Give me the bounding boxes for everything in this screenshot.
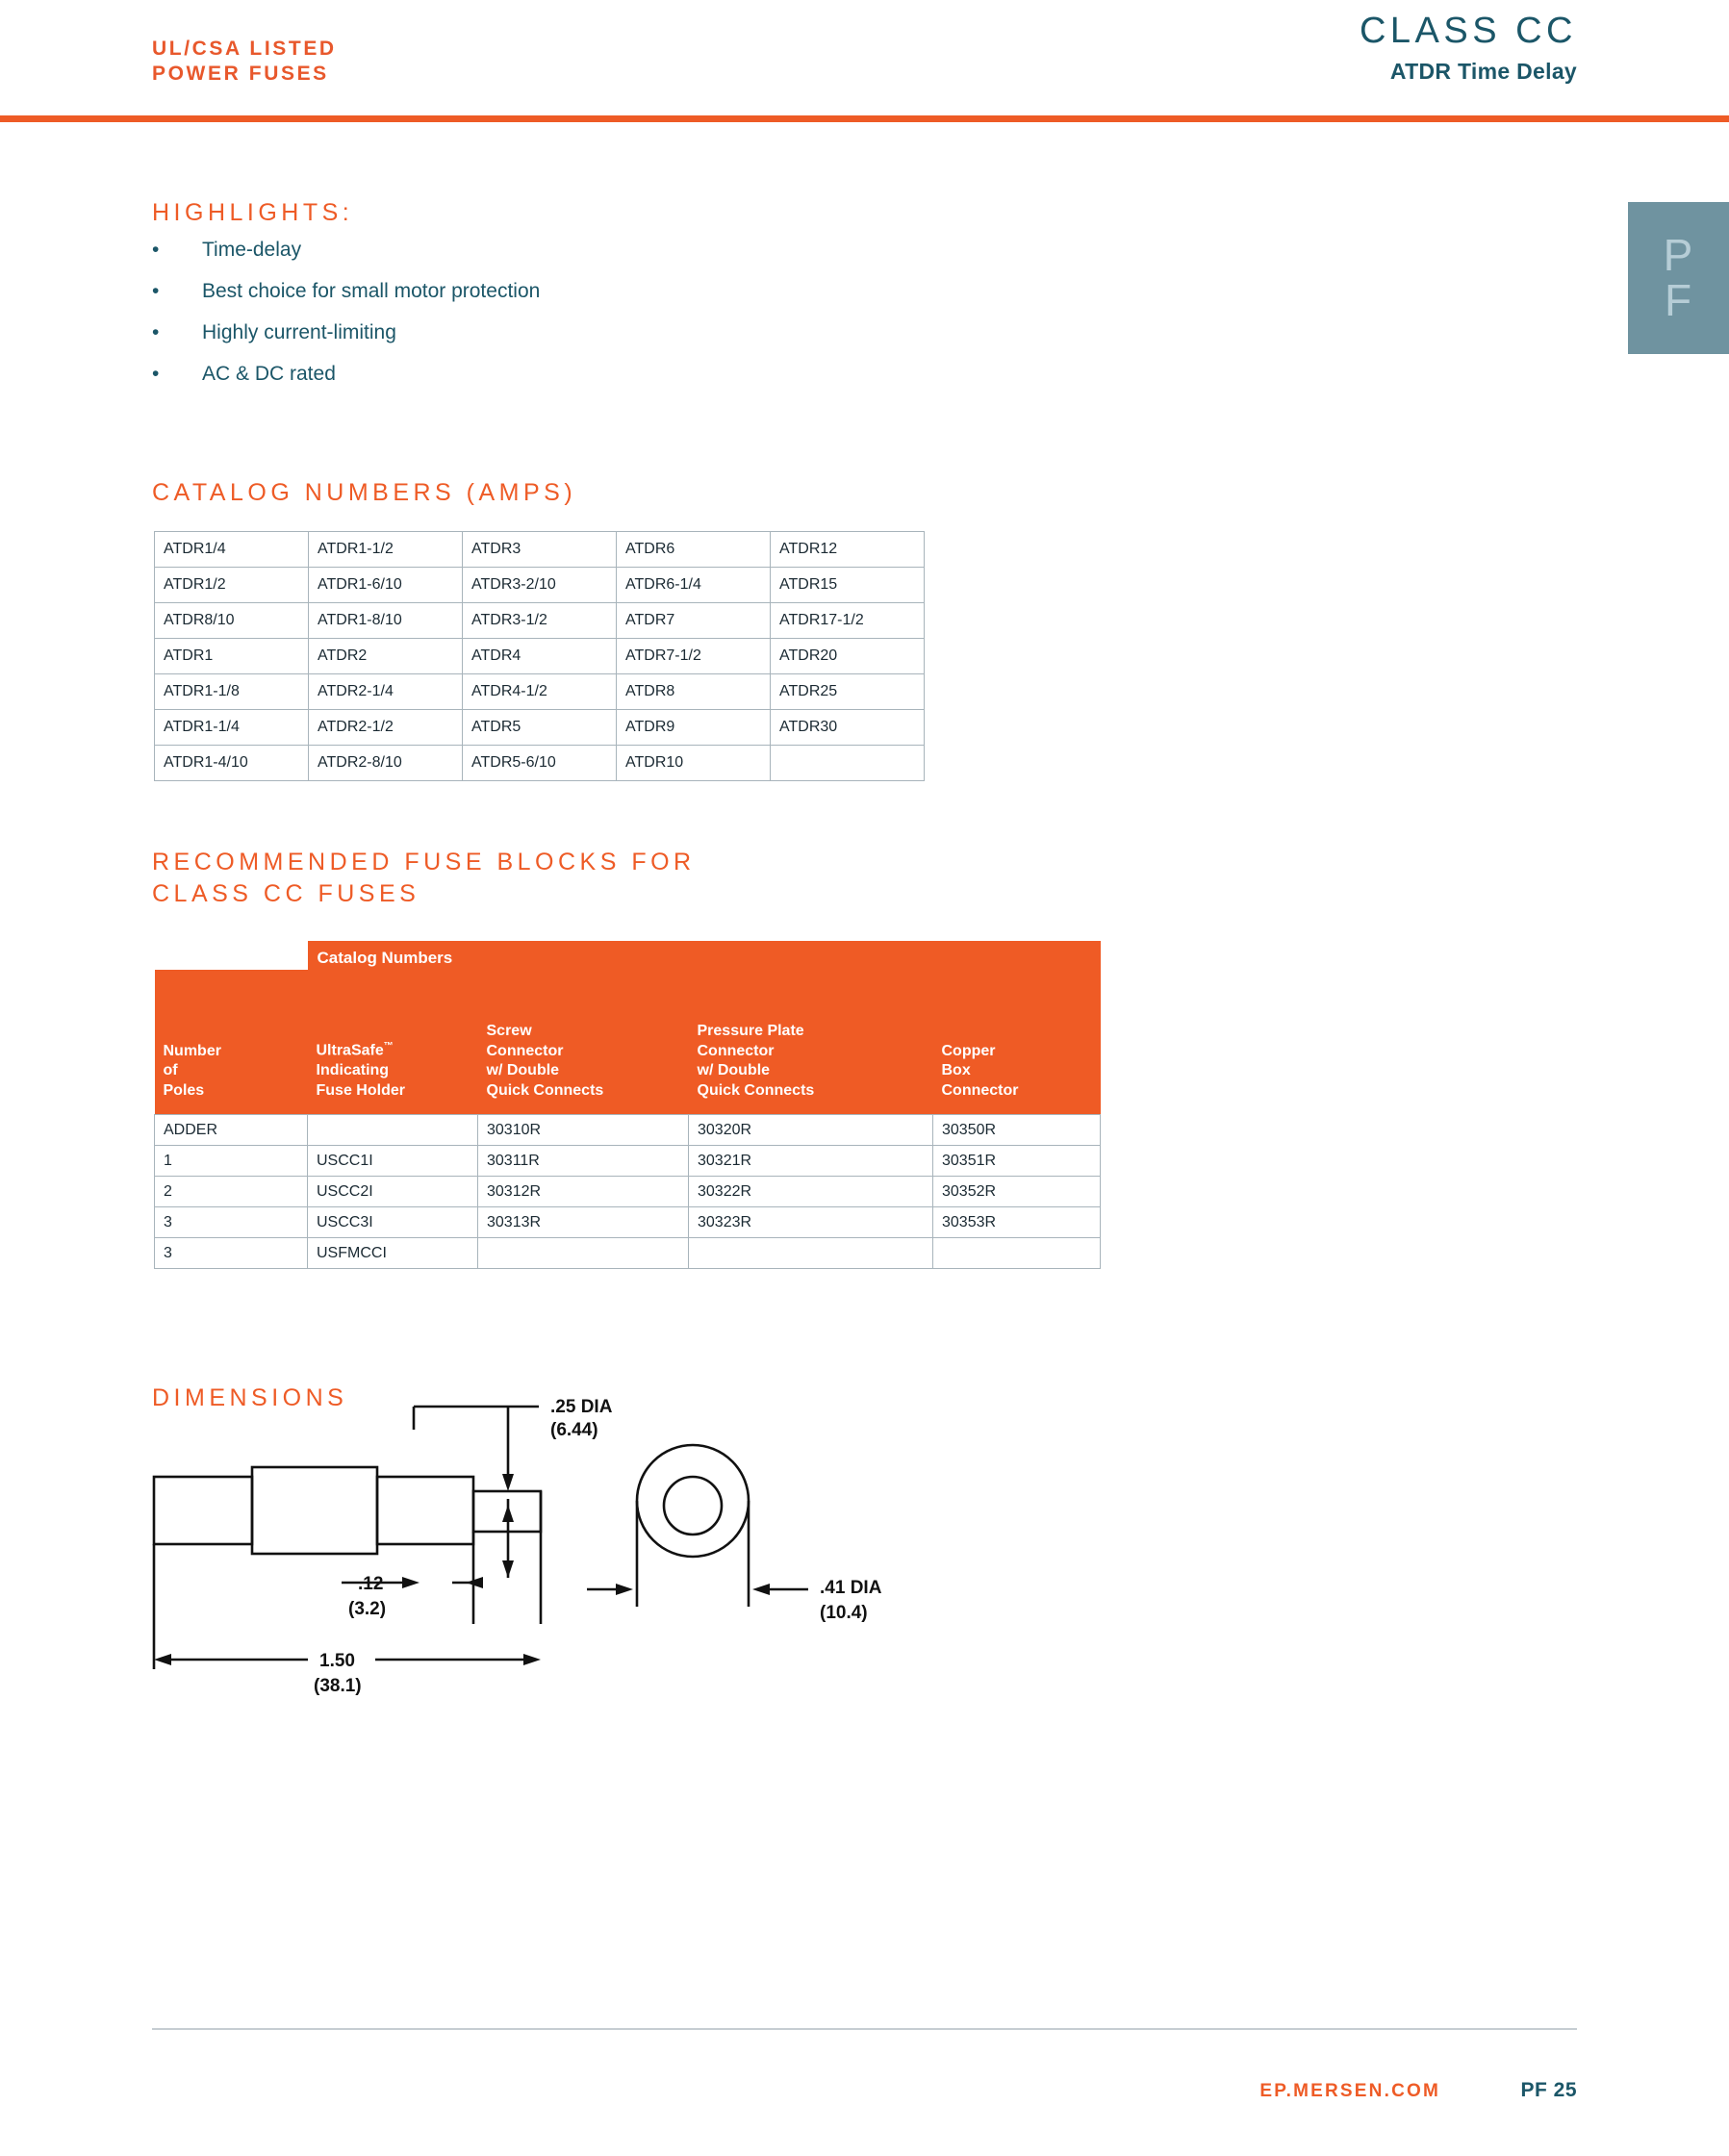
table-row <box>155 710 925 746</box>
table-cell: 30351R <box>933 1146 1101 1177</box>
table-cell: ATDR3-2/10 <box>463 568 617 603</box>
dim-label-150: 1.50 <box>319 1651 355 1671</box>
list-item-label: Best choice for small motor protection <box>202 280 541 303</box>
column-header-line: Pressure Plate <box>697 1023 804 1040</box>
list-item-label: Time-delay <box>202 239 302 261</box>
table-cell: ATDR2-1/2 <box>309 710 463 746</box>
table-header-row <box>155 970 1101 1115</box>
table-row <box>155 674 925 710</box>
table-cell: 3 <box>155 1238 308 1269</box>
header-left-line1: UL/CSA LISTED <box>152 38 337 60</box>
table-cell: ATDR8 <box>617 674 771 710</box>
table-cell: ATDR1-6/10 <box>309 568 463 603</box>
table-cell: USFMCCI <box>308 1238 478 1269</box>
dim-label-012: .12 <box>358 1574 384 1594</box>
fuse-blocks-heading-line2: CLASS CC FUSES <box>152 879 420 907</box>
table-cell: ATDR4-1/2 <box>463 674 617 710</box>
table-cell <box>689 1238 933 1269</box>
table-cell: ATDR2-1/4 <box>309 674 463 710</box>
table-row <box>155 1238 1101 1269</box>
table-row <box>155 639 925 674</box>
table-cell: ATDR2-8/10 <box>309 746 463 781</box>
table-cell: 1 <box>155 1146 308 1177</box>
arrow-head <box>154 1654 171 1665</box>
table-cell: ATDR1/2 <box>155 568 309 603</box>
section-tab-letter-2: F <box>1664 275 1693 325</box>
column-header-line <box>317 1041 470 1061</box>
table-header-group-row <box>155 941 1101 970</box>
header-divider <box>0 115 1729 122</box>
column-header-text: UltraSafe <box>316 1042 384 1059</box>
column-header-line: of <box>163 1062 178 1079</box>
column-header-line: Poles <box>163 1081 205 1099</box>
fuse-blocks-heading <box>152 847 696 909</box>
table-cell <box>933 1238 1101 1269</box>
table-cell: 30312R <box>478 1177 689 1207</box>
column-header-line: Fuse Holder <box>316 1081 405 1099</box>
header-left <box>152 37 337 86</box>
catalog-numbers-heading: CATALOG NUMBERS (AMPS) <box>152 479 577 506</box>
dim-label-025-mm: (6.44) <box>550 1420 598 1440</box>
arrow-head <box>616 1584 633 1595</box>
table-row <box>155 568 925 603</box>
arrow-head <box>402 1577 420 1588</box>
table-cell: ATDR1-1/8 <box>155 674 309 710</box>
footer-website[interactable]: EP.MERSEN.COM <box>1259 2081 1440 2101</box>
list-item-label: Highly current-limiting <box>202 321 396 344</box>
table-cell: ATDR3 <box>463 532 617 568</box>
table-cell: 30323R <box>689 1207 933 1238</box>
column-header-line: Indicating <box>316 1062 390 1079</box>
highlights-heading: HIGHLIGHTS: <box>152 199 354 226</box>
trademark-symbol: ™ <box>383 1041 394 1053</box>
table-cell: 30321R <box>689 1146 933 1177</box>
table-cell: ATDR30 <box>771 710 925 746</box>
table-cell: ATDR6 <box>617 532 771 568</box>
table-cell: ATDR17-1/2 <box>771 603 925 639</box>
table-cell: ATDR1-8/10 <box>309 603 463 639</box>
table-cell: ATDR4 <box>463 639 617 674</box>
table-cell <box>308 1115 478 1146</box>
table-cell: 30352R <box>933 1177 1101 1207</box>
column-header-line: Number <box>163 1042 221 1059</box>
column-header-line: Quick Connects <box>486 1081 604 1099</box>
table-cell: 30353R <box>933 1207 1101 1238</box>
column-header-line: Connector <box>486 1042 564 1059</box>
column-header-line: Connector <box>941 1081 1019 1099</box>
list-item-label: AC & DC rated <box>202 363 336 386</box>
dim-label-012-mm: (3.2) <box>348 1599 387 1619</box>
catalog-numbers-table <box>154 531 925 781</box>
dim-label-025-dia: .25 DIA <box>550 1397 613 1417</box>
table-cell: ATDR6-1/4 <box>617 568 771 603</box>
arrow-head <box>502 1505 514 1522</box>
table-cell: ATDR12 <box>771 532 925 568</box>
column-header-number-of-poles <box>155 970 308 1115</box>
table-row <box>155 1115 1101 1146</box>
column-header-line: w/ Double <box>486 1062 560 1079</box>
table-cell: 30311R <box>478 1146 689 1177</box>
column-header-line: Copper <box>941 1042 996 1059</box>
list-item <box>152 318 652 347</box>
table-row <box>155 1177 1101 1207</box>
bullet-icon: • <box>152 363 160 386</box>
table-cell <box>771 746 925 781</box>
table-cell: ATDR1-1/4 <box>155 710 309 746</box>
table-cell: 3 <box>155 1207 308 1238</box>
table-cell: ATDR1-1/2 <box>309 532 463 568</box>
table-cell: ATDR7 <box>617 603 771 639</box>
table-cell: ATDR3-1/2 <box>463 603 617 639</box>
table-cell: ATDR8/10 <box>155 603 309 639</box>
table-cell: ATDR25 <box>771 674 925 710</box>
table-cell: ATDR2 <box>309 639 463 674</box>
table-cell: ATDR1/4 <box>155 532 309 568</box>
list-item <box>152 360 652 389</box>
table-row <box>155 746 925 781</box>
column-header-line: Box <box>941 1062 971 1079</box>
section-tab-pf <box>1628 202 1729 354</box>
column-header-line: Screw <box>486 1023 532 1040</box>
table-cell: USCC3I <box>308 1207 478 1238</box>
table-cell: ATDR10 <box>617 746 771 781</box>
table-cell: 30320R <box>689 1115 933 1146</box>
footer-page-number: PF 25 <box>1520 2079 1577 2101</box>
table-cell: USCC2I <box>308 1177 478 1207</box>
list-item <box>152 236 652 265</box>
table-cell: 30322R <box>689 1177 933 1207</box>
column-header-ultrasafe-fuse-holder <box>308 970 478 1115</box>
header-catalog-numbers: Catalog Numbers <box>308 941 1101 970</box>
list-item <box>152 277 652 306</box>
page-subtitle: ATDR Time Delay <box>1389 58 1577 84</box>
footer-divider <box>152 2028 1577 2030</box>
header-right <box>1360 12 1577 85</box>
table-cell: ATDR1 <box>155 639 309 674</box>
bullet-icon: • <box>152 280 160 303</box>
dim-label-041-dia: .41 DIA <box>820 1578 882 1598</box>
table-cell: 30313R <box>478 1207 689 1238</box>
dimensions-drawing <box>135 1385 1001 1789</box>
table-cell: ATDR9 <box>617 710 771 746</box>
dim-label-041-mm: (10.4) <box>820 1603 868 1623</box>
table-row <box>155 603 925 639</box>
bullet-icon: • <box>152 321 160 344</box>
page-title: CLASS CC <box>1359 11 1577 51</box>
fuse-blocks-heading-line1: RECOMMENDED FUSE BLOCKS FOR <box>152 849 696 875</box>
table-cell: 2 <box>155 1177 308 1207</box>
highlights-list <box>152 236 652 401</box>
column-header-copper-box-connector <box>933 970 1101 1115</box>
table-cell: ATDR7-1/2 <box>617 639 771 674</box>
table-cell <box>478 1238 689 1269</box>
table-cell: ADDER <box>155 1115 308 1146</box>
table-row <box>155 532 925 568</box>
table-cell: ATDR20 <box>771 639 925 674</box>
arrow-head <box>502 1474 514 1491</box>
arrow-head <box>523 1654 541 1665</box>
table-cell: ATDR15 <box>771 568 925 603</box>
table-cell: 30310R <box>478 1115 689 1146</box>
table-cell: ATDR5 <box>463 710 617 746</box>
column-header-pressure-plate-connector <box>689 970 933 1115</box>
table-row <box>155 1207 1101 1238</box>
column-header-line: Quick Connects <box>697 1081 815 1099</box>
table-cell: 30350R <box>933 1115 1101 1146</box>
dim-label-150-mm: (38.1) <box>314 1676 362 1696</box>
section-tab-letter-1: P <box>1663 229 1694 280</box>
table-row <box>155 1146 1101 1177</box>
header-left-line2: POWER FUSES <box>152 62 329 85</box>
table-cell: ATDR1-4/10 <box>155 746 309 781</box>
arrow-head <box>752 1584 770 1595</box>
column-header-line: Connector <box>697 1042 775 1059</box>
dimensions-heading: DIMENSIONS <box>152 1384 348 1411</box>
column-header-screw-connector <box>478 970 689 1115</box>
column-header-line: w/ Double <box>697 1062 771 1079</box>
table-cell: ATDR5-6/10 <box>463 746 617 781</box>
bullet-icon: • <box>152 239 160 261</box>
header-blank <box>155 941 308 970</box>
fuse-blocks-table <box>154 941 1101 1269</box>
arrow-head <box>502 1560 514 1578</box>
table-cell: USCC1I <box>308 1146 478 1177</box>
